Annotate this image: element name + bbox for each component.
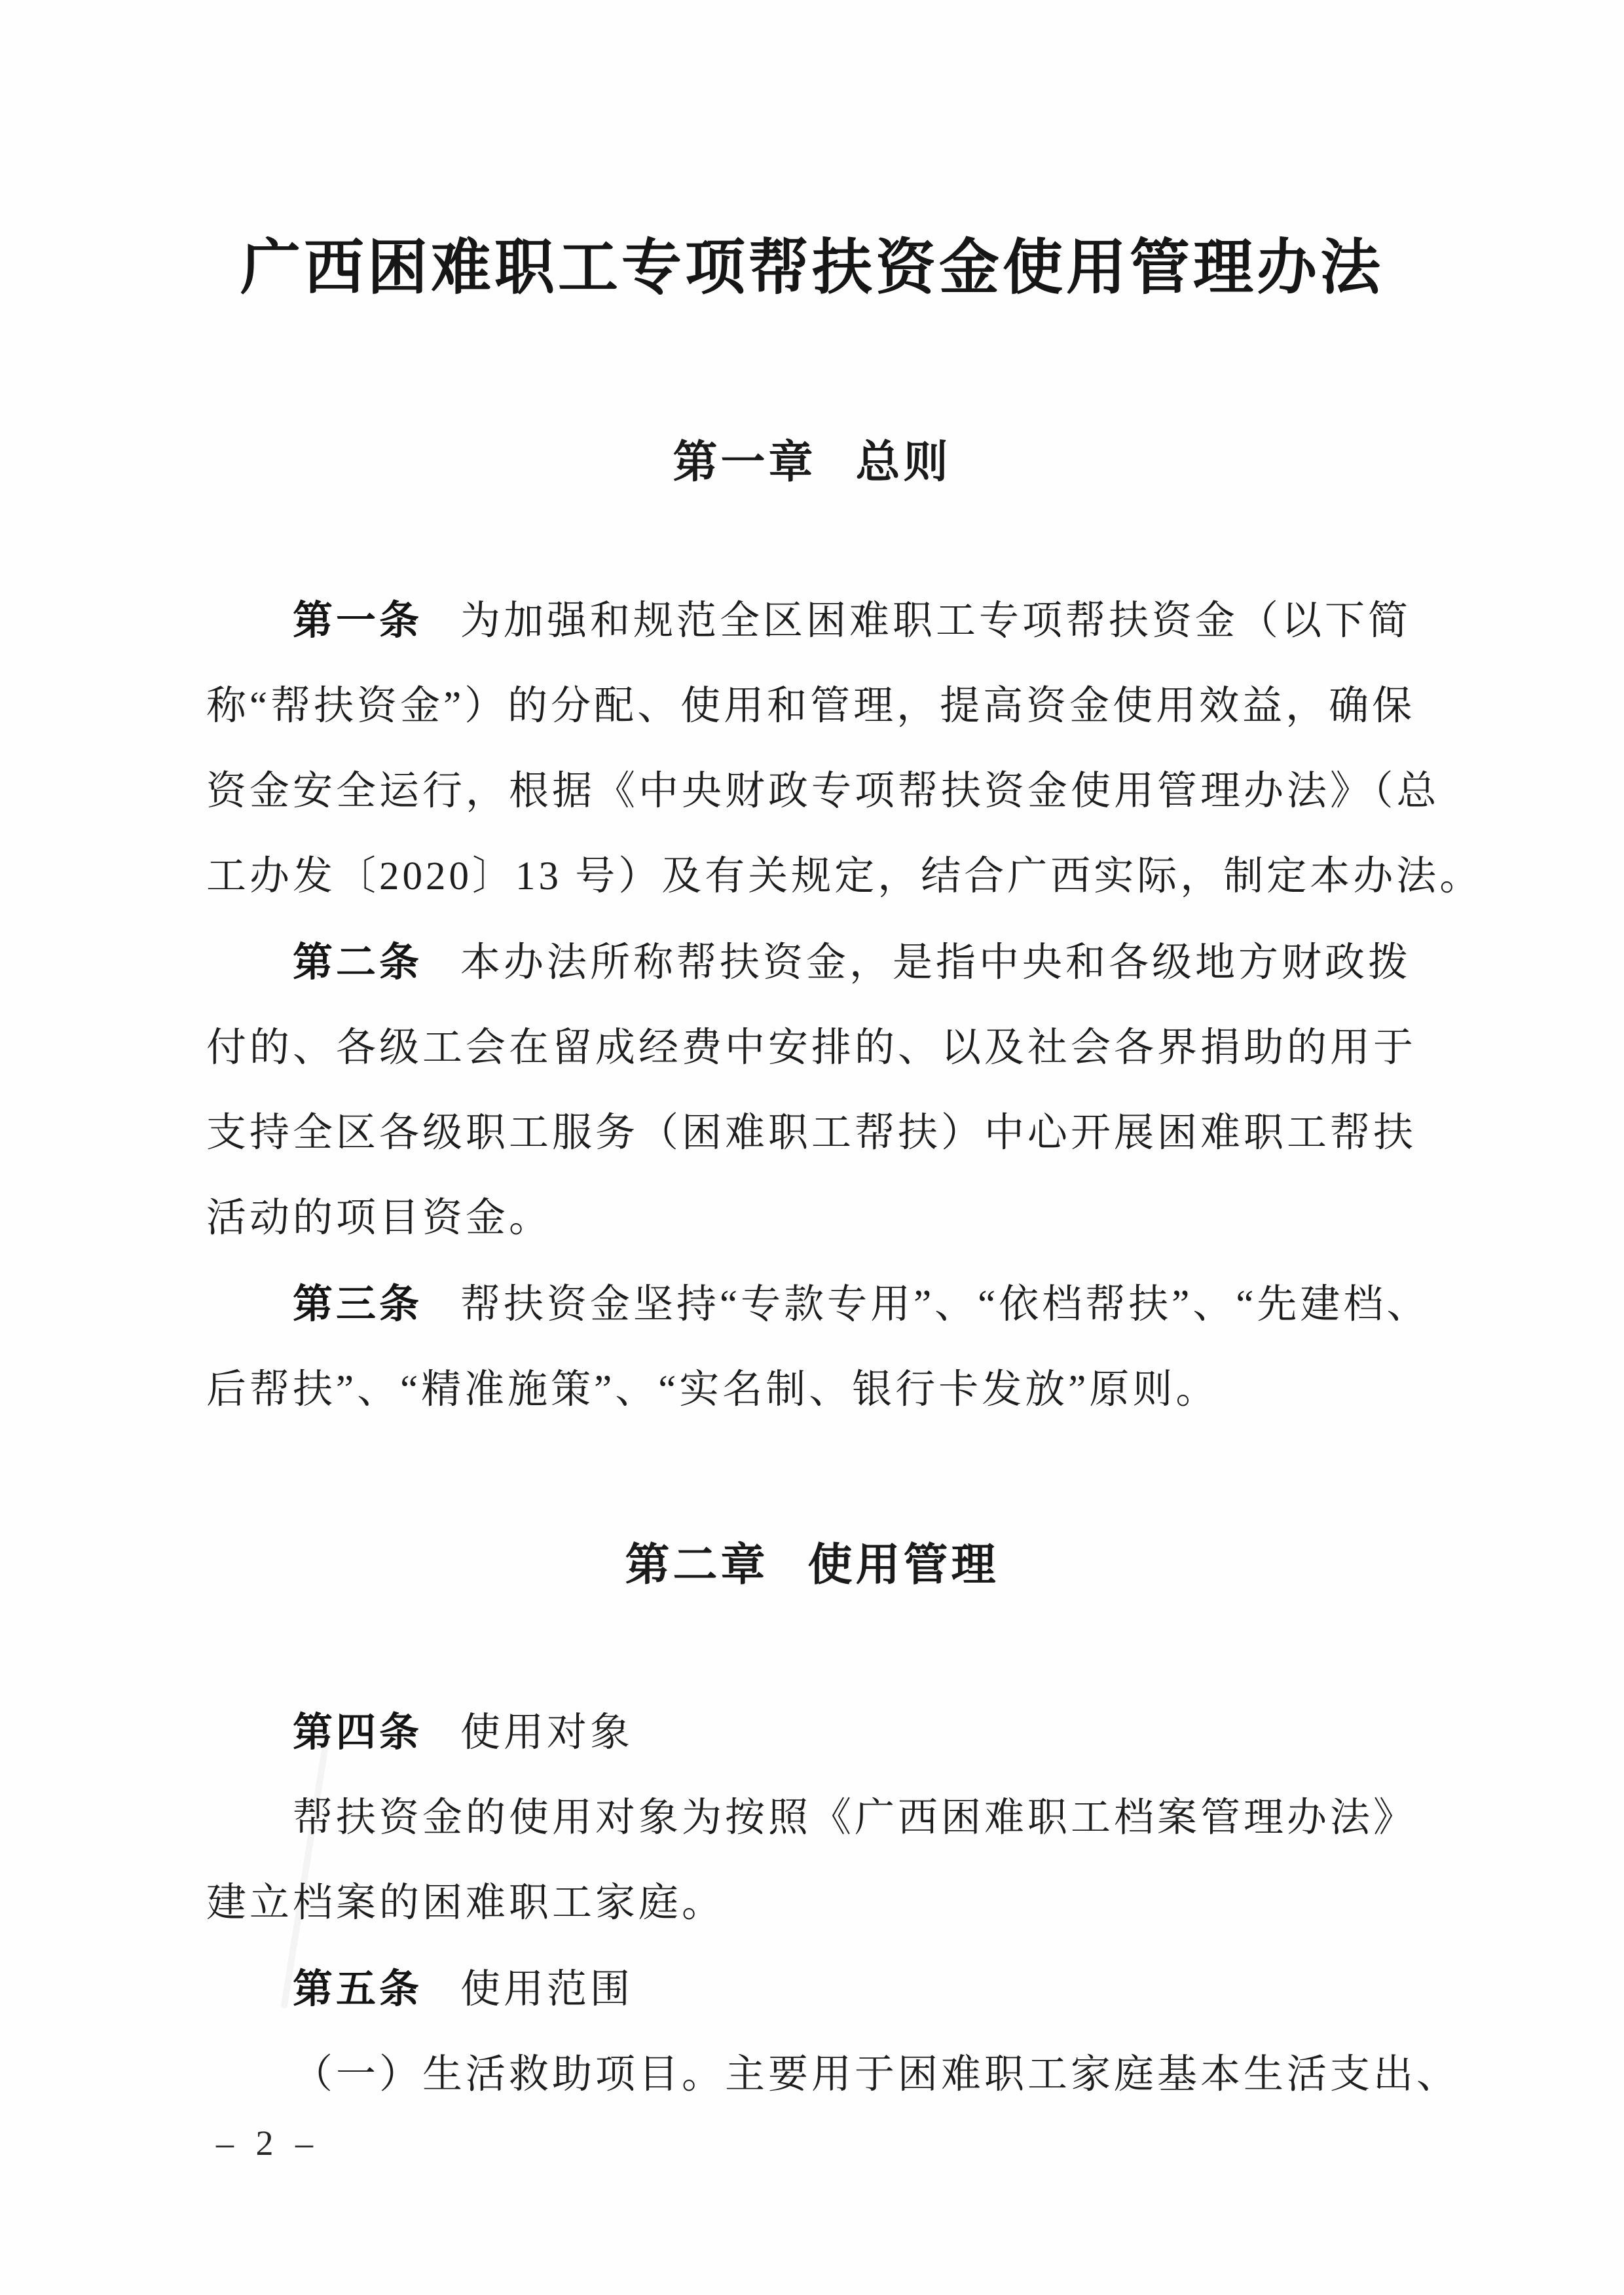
body-line [206, 1176, 1419, 1261]
chapter-2-number: 第二章 [625, 1540, 769, 1590]
line-text: 活动的项目资金。 [206, 1196, 553, 1240]
body-line [206, 578, 1419, 664]
line-text: 帮扶资金的使用对象为按照《广西困难职工档案管理办法》 [293, 1796, 1417, 1840]
line-text: 资金安全运行，根据《中央财政专项帮扶资金使用管理办法》（总 [206, 769, 1440, 813]
body-line [206, 664, 1419, 749]
body-line [206, 2032, 1460, 2118]
line-text: 工办发〔2020〕13 号）及有关规定，结合广西实际，制定本办法。 [206, 854, 1483, 898]
body-line [206, 1091, 1419, 1176]
body-line [206, 1689, 1419, 1776]
article-number: 第一条 [293, 598, 423, 642]
chapter-1-name: 总则 [855, 437, 951, 487]
body-line [206, 1861, 1419, 1946]
line-text: （一）生活救助项目。主要用于困难职工家庭基本生活支出、 [293, 2053, 1460, 2097]
chapter-2-body [206, 1689, 1460, 2118]
article-number: 第三条 [293, 1281, 423, 1326]
body-line [206, 1006, 1419, 1091]
line-text: 称“帮扶资金”）的分配、使用和管理，提高资金使用效益，确保 [206, 684, 1416, 728]
line-text: 本办法所称帮扶资金，是指中央和各级地方财政拨 [460, 941, 1412, 985]
body-line [206, 1261, 1430, 1348]
line-text: 使用范围 [460, 1968, 634, 2011]
body-line [206, 1348, 1419, 1433]
line-text: 帮扶资金坚持“专款专用”、“依档帮扶”、“先建档、 [460, 1283, 1430, 1327]
chapter-1-number: 第一章 [673, 437, 817, 487]
chapter-2-name: 使用管理 [807, 1540, 999, 1590]
line-text: 为加强和规范全区困难职工专项帮扶资金（以下简 [460, 599, 1412, 643]
article-number: 第四条 [293, 1710, 423, 1754]
body-line [206, 919, 1419, 1006]
chapter-2-heading [0, 1535, 1624, 1595]
body-line [206, 1776, 1419, 1861]
document-title: 广西困难职工专项帮扶资金使用管理办法 [240, 234, 1384, 301]
line-text: 使用对象 [460, 1711, 634, 1755]
line-text: 后帮扶”、“精准施策”、“实名制、银行卡发放”原则。 [206, 1368, 1219, 1412]
line-text: 付的、各级工会在留成经费中安排的、以及社会各界捐助的用于 [206, 1026, 1417, 1070]
page-number: – 2 – [216, 2123, 320, 2163]
article-number: 第五条 [293, 1966, 423, 2011]
body-line [206, 1946, 1419, 2032]
chapter-1-body [206, 578, 1483, 1433]
chapter-1-heading [0, 432, 1624, 492]
body-line [206, 749, 1440, 834]
body-line [206, 834, 1483, 919]
line-text: 建立档案的困难职工家庭。 [206, 1881, 726, 1925]
line-text: 支持全区各级职工服务（困难职工帮扶）中心开展困难职工帮扶 [206, 1111, 1417, 1155]
article-number: 第二条 [293, 940, 423, 984]
